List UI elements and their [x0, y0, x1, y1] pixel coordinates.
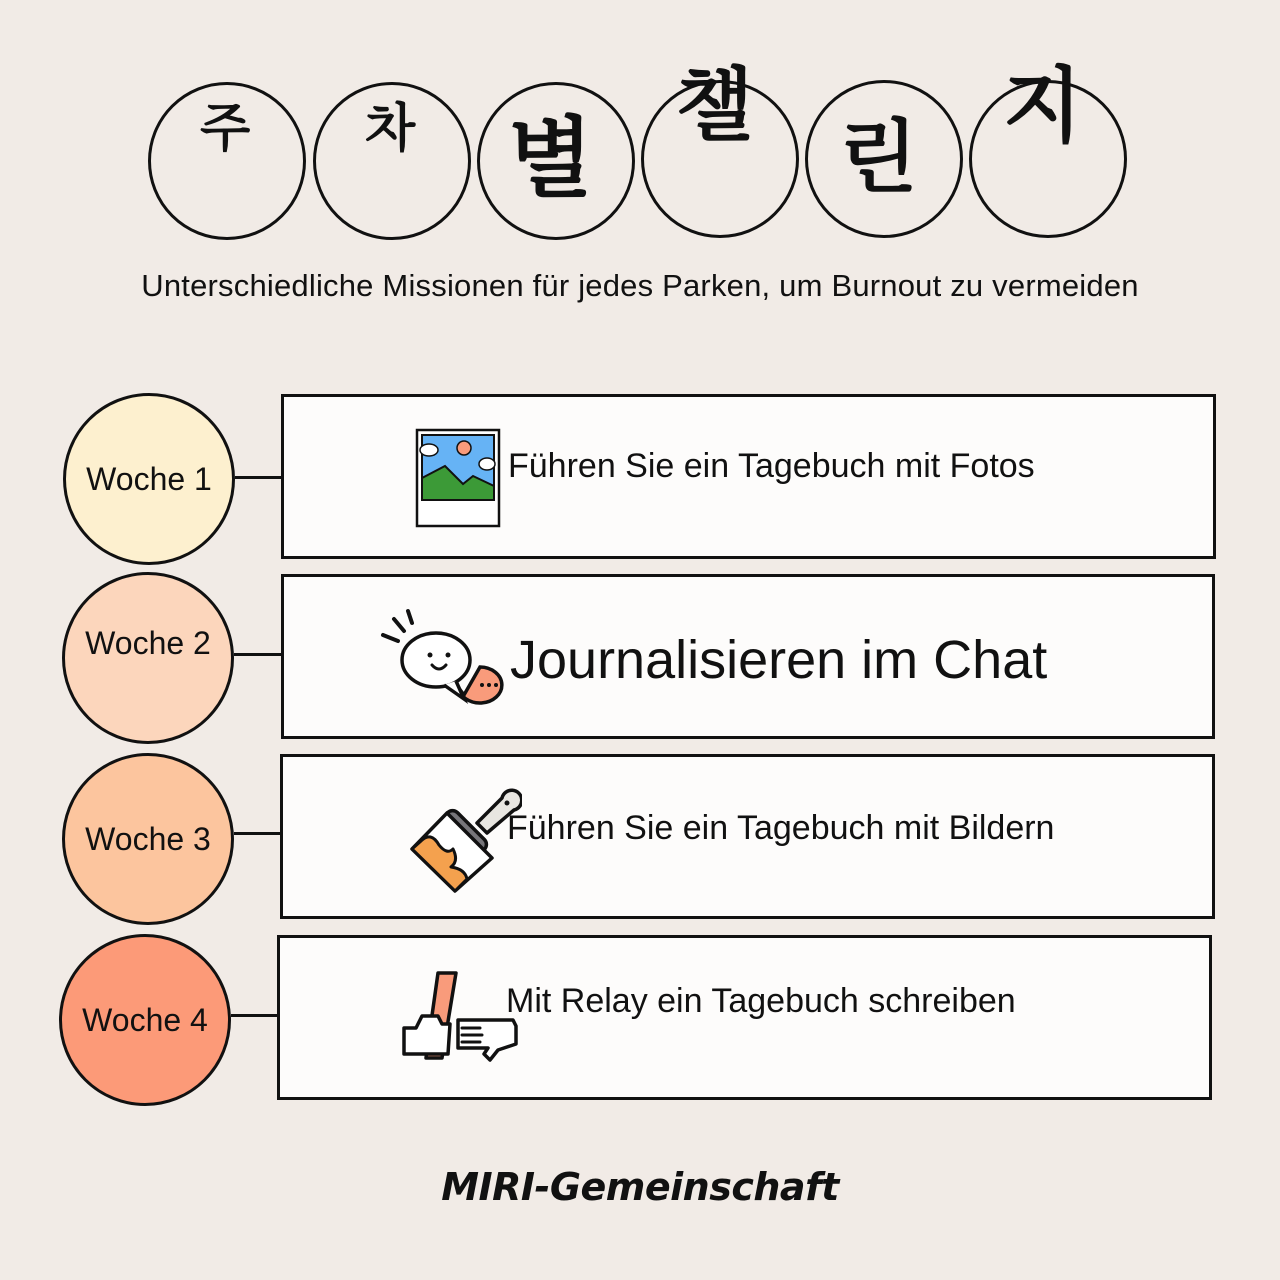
week-label: Woche 3: [85, 820, 211, 857]
title-char: 린: [840, 111, 918, 204]
connector-line: [235, 476, 283, 479]
week-label: Woche 2: [85, 624, 211, 661]
week-4-circle: [59, 934, 231, 1106]
title-char: 챌: [676, 59, 754, 152]
chat-bubbles-icon: [378, 605, 518, 705]
mission-card-week-2: [281, 574, 1215, 739]
week-label: Woche 4: [82, 1001, 208, 1038]
title-char: 별: [508, 107, 594, 210]
photo-icon: [415, 428, 501, 528]
mission-text: Führen Sie ein Tagebuch mit Fotos: [508, 447, 1035, 485]
connector-line: [234, 832, 282, 835]
mission-text: Mit Relay ein Tagebuch schreiben: [506, 982, 1016, 1020]
subtitle: Unterschiedliche Missionen für jedes Parken, um Burnout zu vermeiden: [141, 268, 1139, 303]
title-char: 차: [365, 99, 416, 159]
week-2-circle: [62, 572, 234, 744]
title-char: 주: [200, 99, 251, 159]
mission-text: Führen Sie ein Tagebuch mit Bildern: [507, 809, 1055, 847]
footer-brand: MIRI-Gemeinschaft: [441, 1165, 839, 1209]
relay-baton-icon: [398, 968, 523, 1068]
mission-text: Journalisieren im Chat: [510, 630, 1048, 690]
week-label: Woche 1: [86, 460, 212, 497]
week-1-circle: [63, 393, 235, 565]
mission-card-week-4: [277, 935, 1212, 1100]
title-char: 지: [1003, 59, 1083, 154]
connector-line: [231, 1014, 279, 1017]
paintbrush-icon: [407, 783, 522, 898]
connector-line: [234, 653, 282, 656]
mission-card-week-3: [280, 754, 1215, 919]
week-3-circle: [62, 753, 234, 925]
mission-card-week-1: [281, 394, 1216, 559]
